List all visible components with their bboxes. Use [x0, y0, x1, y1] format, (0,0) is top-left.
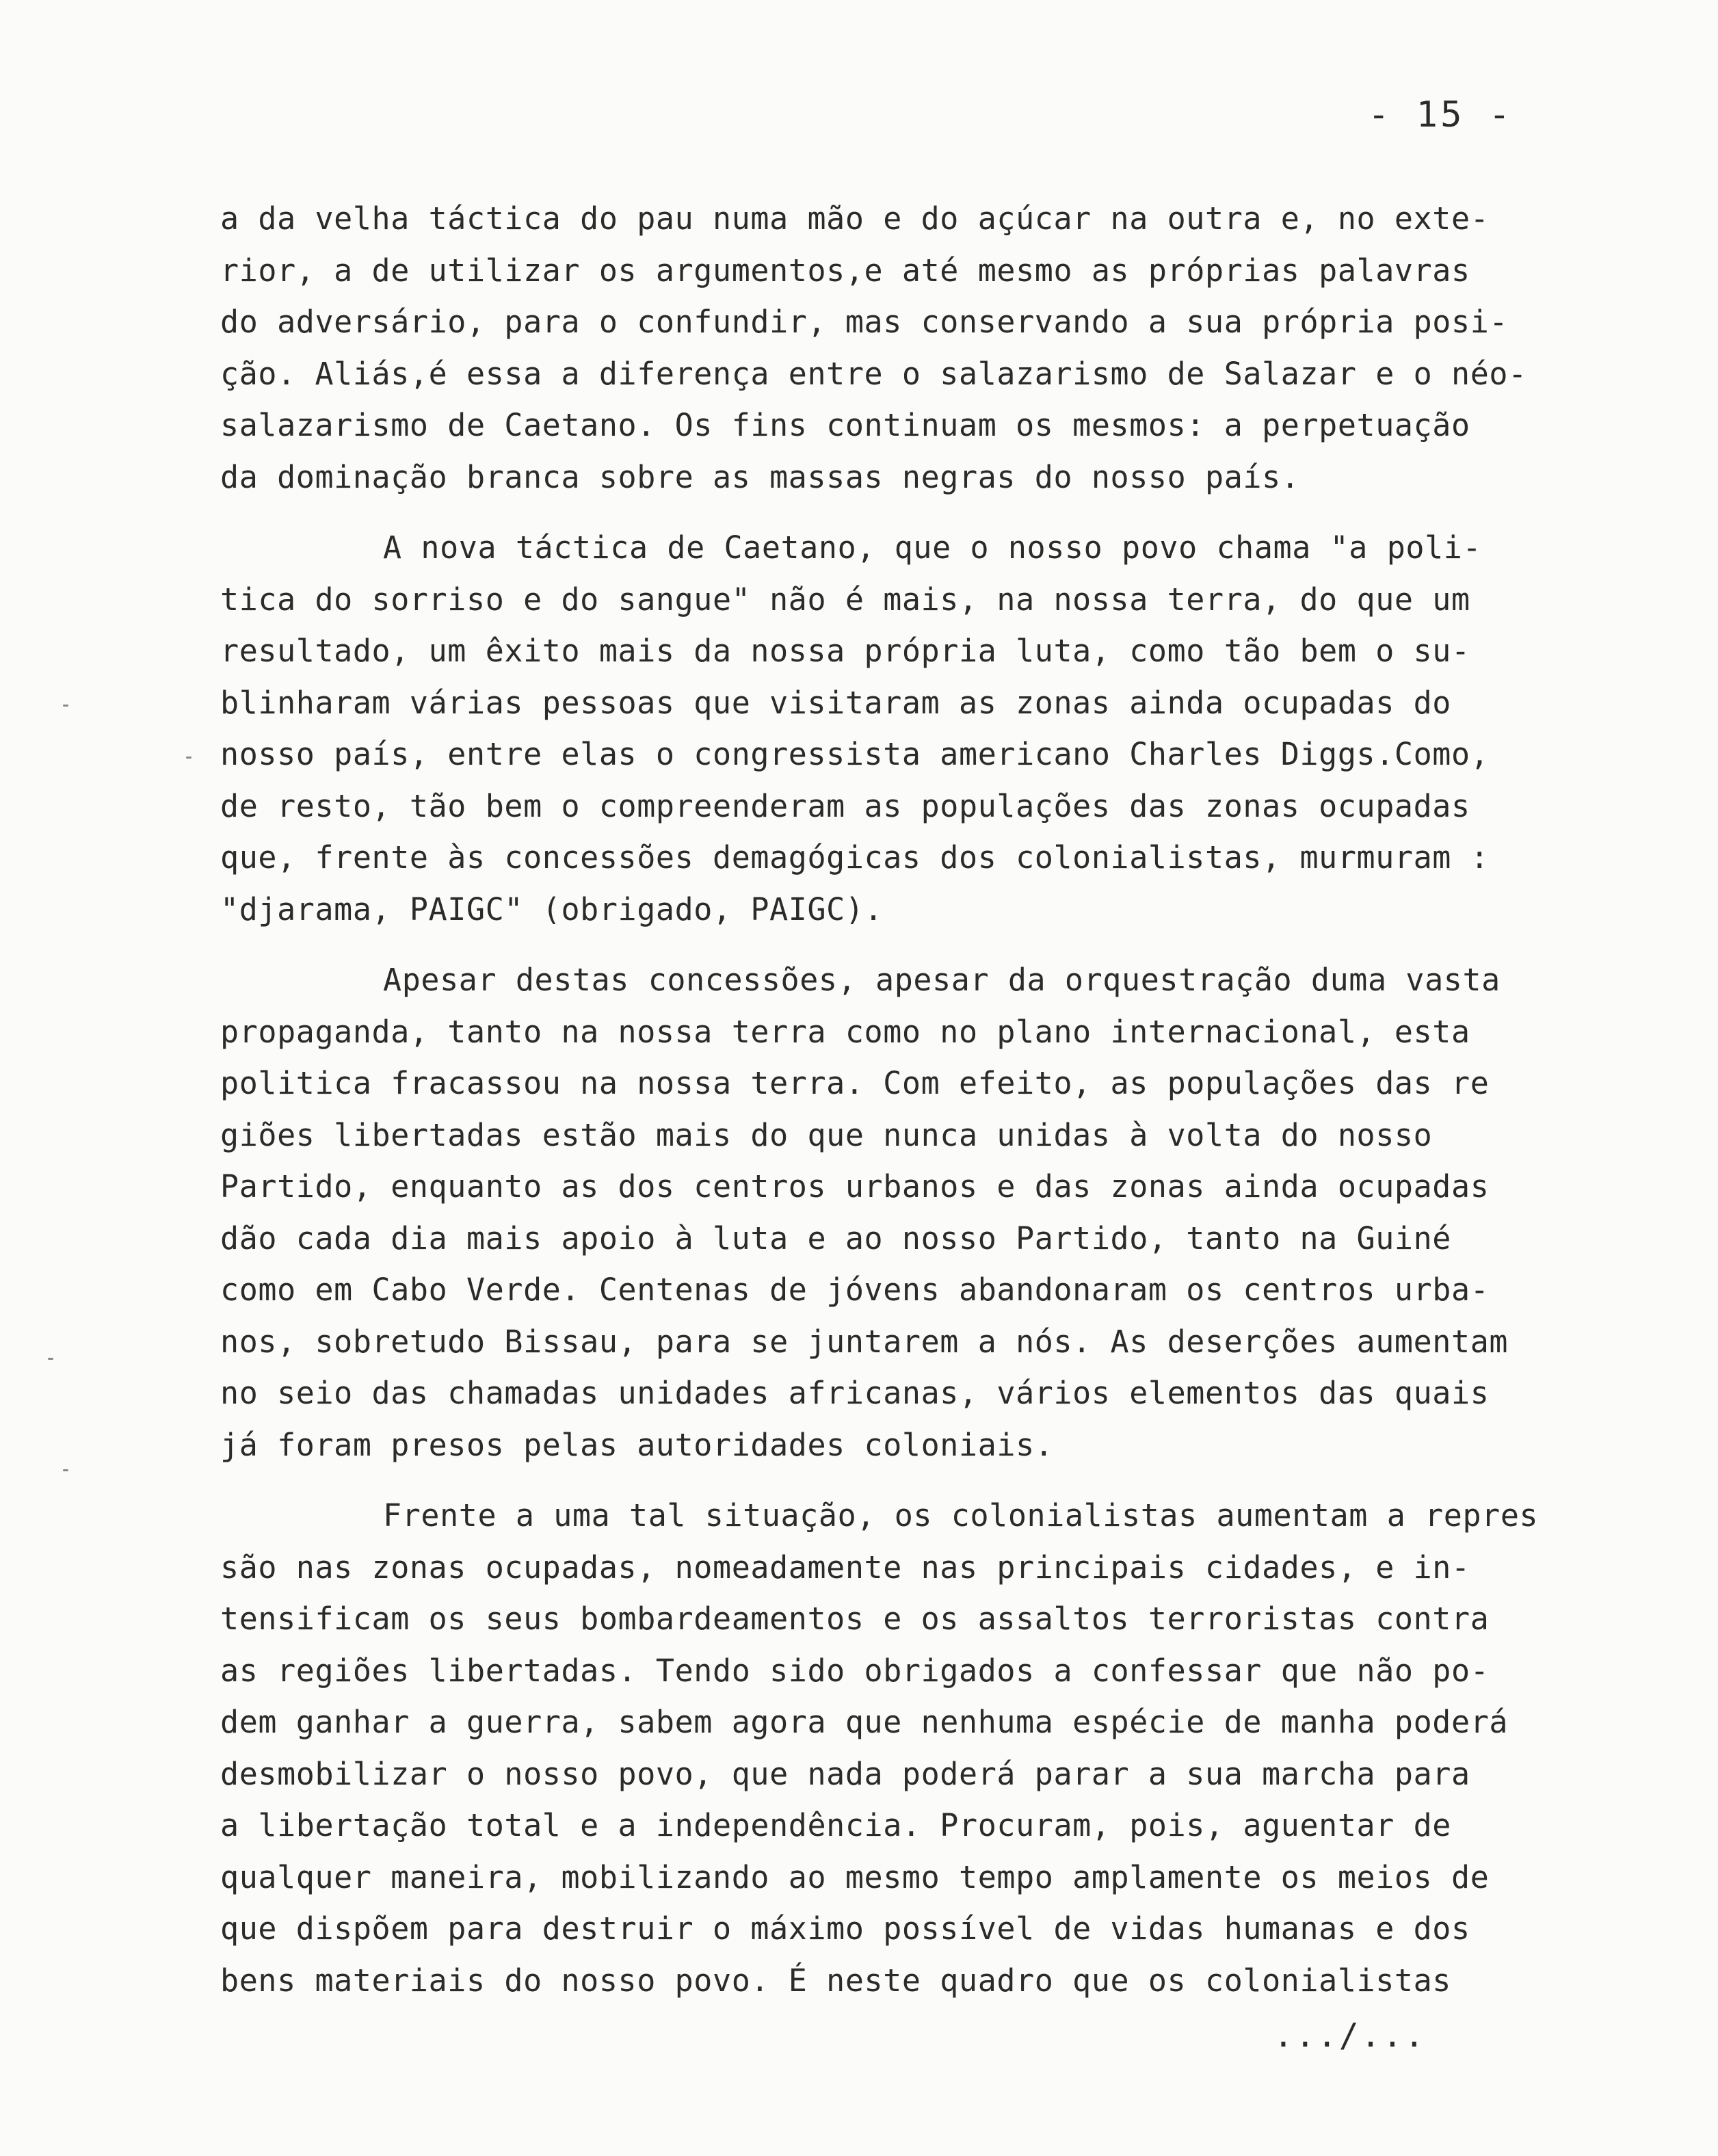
text-line: tensificam os seus bombardeamentos e os assaltos terroristas contra [220, 1601, 1490, 1637]
text-line: que dispõem para destruir o máximo possível de vidas humanas e dos [220, 1910, 1470, 1947]
scan-speck [63, 705, 68, 707]
text-line: qualquer maneira, mobilizando ao mesmo tempo amplamente os meios de [220, 1858, 1490, 1895]
document-body [220, 193, 1656, 2006]
text-line: bens materiais do nosso povo. É neste quadro que os colonialistas [220, 1962, 1451, 1999]
scan-speck [186, 757, 191, 759]
text-line: salazarismo de Caetano. Os fins continuam os mesmos: a perpetuação [220, 407, 1470, 443]
text-line: Frente a uma tal situação, os colonialistas aumentam a repres [383, 1497, 1539, 1534]
paragraph-1 [220, 193, 1656, 503]
text-line: que, frente às concessões demagógicas dos colonialistas, murmuram : [220, 839, 1490, 876]
text-line: dem ganhar a guerra, sabem agora que nenhuma espécie de manha poderá [220, 1704, 1509, 1740]
text-line: desmobilizar o nosso povo, que nada poderá parar a sua marcha para [220, 1755, 1470, 1792]
text-line: do adversário, para o confundir, mas conservando a sua própria posi- [220, 304, 1509, 340]
text-line: Apesar destas concessões, apesar da orquestração duma vasta [383, 962, 1501, 998]
text-line: de resto, tão bem o compreenderam as populações das zonas ocupadas [220, 787, 1470, 824]
text-line: são nas zonas ocupadas, nomeadamente nas principais cidades, e in- [220, 1549, 1470, 1586]
text-line: "djarama, PAIGC" (obrigado, PAIGC). [220, 891, 884, 928]
text-line: as regiões libertadas. Tendo sido obrigados a confessar que não po- [220, 1652, 1490, 1689]
text-line: a libertação total e a independência. Procuram, pois, aguentar de [220, 1807, 1451, 1843]
text-line: nosso país, entre elas o congressista americano Charles Diggs.Como, [220, 736, 1490, 772]
text-line: como em Cabo Verde. Centenas de jóvens abandonaram os centros urba- [220, 1272, 1490, 1308]
text-line: da dominação branca sobre as massas negras do nosso país. [220, 458, 1300, 495]
text-line: a da velha táctica do pau numa mão e do açúcar na outra e, no exte- [220, 200, 1490, 237]
text-line: A nova táctica de Caetano, que o nosso povo chama "a poli- [383, 529, 1482, 566]
text-line: resultado, um êxito mais da nossa própria luta, como tão bem o su- [220, 633, 1470, 669]
text-line: no seio das chamadas unidades africanas, vários elementos das quais [220, 1375, 1490, 1411]
text-line: politica fracassou na nossa terra. Com efeito, as populações das re [220, 1065, 1490, 1101]
text-line: ção. Aliás,é essa a diferença entre o salazarismo de Salazar e o néo- [220, 355, 1527, 392]
text-line: tica do sorriso e do sangue" não é mais, na nossa terra, do que um [220, 581, 1470, 618]
paragraph-3 [220, 954, 1656, 1471]
text-line: nos, sobretudo Bissau, para se juntarem a nós. As deserções aumentam [220, 1323, 1509, 1360]
scan-speck [63, 1469, 68, 1471]
continuation-mark: .../... [1273, 2016, 1427, 2055]
scan-speck [48, 1358, 53, 1360]
text-line: giões libertadas estão mais do que nunca unidas à volta do nosso [220, 1116, 1433, 1153]
text-line: Partido, enquanto as dos centros urbanos e das zonas ainda ocupadas [220, 1168, 1490, 1205]
text-line: rior, a de utilizar os argumentos,e até mesmo as próprias palavras [220, 252, 1470, 289]
page-number: - 15 - [1368, 94, 1513, 135]
text-line: já foram presos pelas autoridades coloniais. [220, 1426, 1054, 1463]
text-line: propaganda, tanto na nossa terra como no plano internacional, esta [220, 1013, 1470, 1050]
text-line: blinharam várias pessoas que visitaram as zonas ainda ocupadas do [220, 684, 1451, 721]
text-line: dão cada dia mais apoio à luta e ao nosso Partido, tanto na Guiné [220, 1220, 1451, 1257]
paragraph-2 [220, 522, 1656, 935]
paragraph-4 [220, 1490, 1656, 2006]
